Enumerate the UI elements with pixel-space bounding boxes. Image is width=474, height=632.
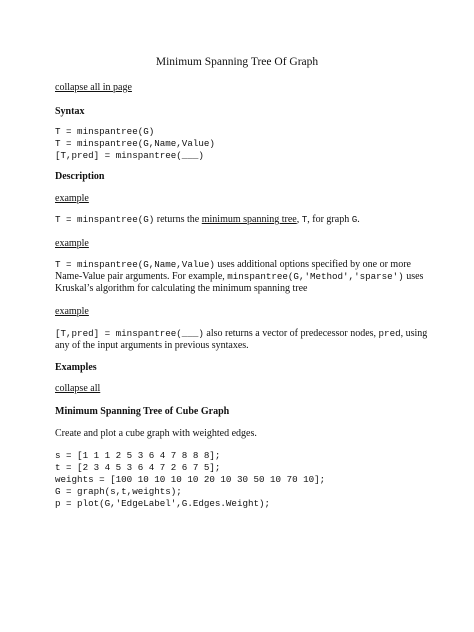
example-intro: Create and plot a cube graph with weighted edges. bbox=[55, 428, 257, 439]
syntax-line: T = minspantree(G,Name,Value) bbox=[55, 138, 215, 149]
minimum-spanning-tree-link[interactable]: minimum spanning tree bbox=[201, 214, 297, 225]
collapse-all-link[interactable]: collapse all bbox=[55, 383, 101, 394]
code-line: t = [2 3 4 5 3 6 4 7 2 6 7 5]; bbox=[55, 462, 221, 473]
description-heading: Description bbox=[55, 171, 105, 182]
example-link[interactable]: example bbox=[55, 238, 89, 249]
description-item-2-line-3: Kruskal’s algorithm for calculating the minimum spanning tree bbox=[55, 283, 308, 294]
description-item-2-line-1: T = minspantree(G,Name,Value) uses additional options specified by one or more bbox=[55, 259, 411, 270]
example-subheading: Minimum Spanning Tree of Cube Graph bbox=[55, 406, 230, 417]
syntax-code: T = minspantree(G,Name,Value) bbox=[55, 259, 215, 270]
description-item-3-line-1: [T,pred] = minspantree(___) also returns a vector of predecessor nodes, pred, using bbox=[55, 328, 428, 339]
code-line: weights = [100 10 10 10 10 20 10 30 50 10 70 10]; bbox=[55, 474, 326, 485]
collapse-all-in-page-link[interactable]: collapse all in page bbox=[55, 82, 132, 93]
examples-heading: Examples bbox=[55, 362, 97, 373]
syntax-code: [T,pred] = minspantree(___) bbox=[55, 328, 204, 339]
syntax-line: T = minspantree(G) bbox=[55, 126, 155, 137]
code-line: s = [1 1 1 2 5 3 6 4 7 8 8 8]; bbox=[55, 450, 221, 461]
code-line: p = plot(G,'EdgeLabel',G.Edges.Weight); bbox=[55, 498, 271, 509]
description-item-1: T = minspantree(G) returns the minimum spanning tree, T, for graph G. bbox=[55, 214, 360, 225]
description-item-2-line-2: Name-Value pair arguments. For example, minspantree(G,'Method','sparse') uses bbox=[55, 271, 424, 282]
code-line: G = graph(s,t,weights); bbox=[55, 486, 182, 497]
syntax-code: T = minspantree(G) bbox=[55, 214, 155, 225]
syntax-line: [T,pred] = minspantree(___) bbox=[55, 150, 204, 161]
example-link[interactable]: example bbox=[55, 306, 89, 317]
description-item-3-line-2: any of the input arguments in previous syntaxes. bbox=[55, 340, 249, 351]
example-link[interactable]: example bbox=[55, 193, 89, 204]
syntax-heading: Syntax bbox=[55, 106, 85, 117]
page-title: Minimum Spanning Tree Of Graph bbox=[155, 56, 319, 68]
